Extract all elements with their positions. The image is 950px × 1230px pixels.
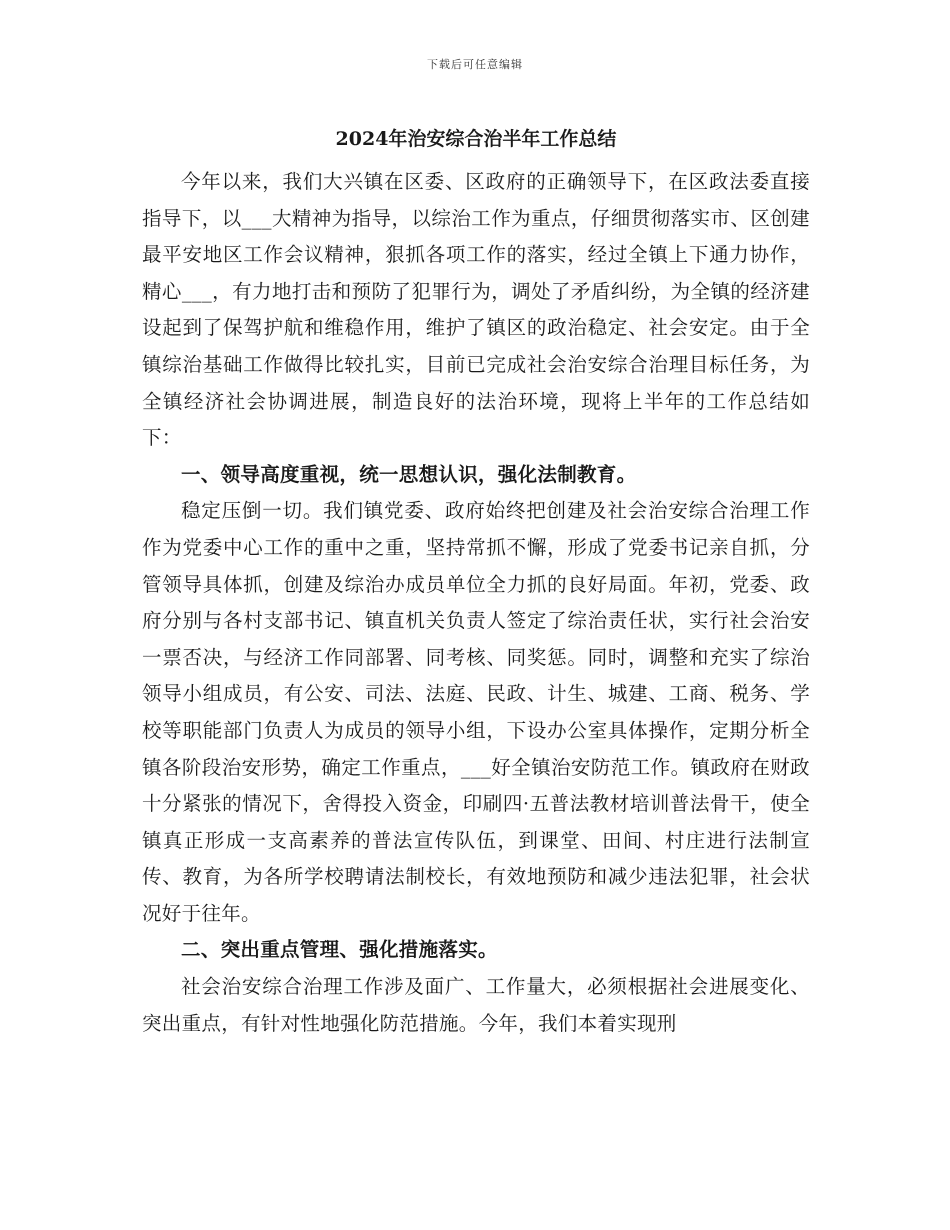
section-1-paragraph: 稳定压倒一切。我们镇党委、政府始终把创建及社会治安综合治理工作作为党委中心工作的重中之重，坚持常抓不懈，形成了党委书记亲自抓，分管领导具体抓，创建及综治办成员单位全力抓的良好局面。年初，党委、政府分别与各村支部书记、镇直机关负责人签定了综治责任状，实行社会治安一票否决，与经济工作同部署、同考核、同奖惩。同时，调整和充实了综治领导小组成员，有公安、司法、法庭、民政、计生、城建、工商、税务、学校等职能部门负责人为成员的领导小组，下设办公室具体操作，定期分析全镇各阶段治安形势，确定工作重点，___好全镇治安防范工作。镇政府在财政十分紧张的情况下，舍得投入资金，印刷四·五普法教材培训普法骨干，使全镇真正形成一支高素养的普法宣传队伍，到课堂、田间、村庄进行法制宣传、教育，为各所学校聘请法制校长，有效地预防和减少违法犯罪，社会状况好于往年。	[142, 499, 810, 925]
intro-paragraph: 今年以来，我们大兴镇在区委、区政府的正确领导下，在区政法委直接指导下，以___大精神为指导，以综治工作为重点，仔细贯彻落实市、区创建最平安地区工作会议精神，狠抓各项工作的落实，经过全镇上下通力协作，精心___，有力地打击和预防了犯罪行为，调处了矛盾纠纷，为全镇的经济建设起到了保驾护航和维稳作用，维护了镇区的政治稳定、社会安定。由于全镇综治基础工作做得比较扎实，目前已完成社会治安综合治理目标任务，为全镇经济社会协调进展，制造良好的法治环境，现将上半年的工作总结如下：	[142, 170, 810, 450]
page-header: 下载后可任意编辑	[427, 58, 523, 71]
document-title: 2024年治安综合治半年工作总结	[335, 128, 617, 150]
section-2-heading: 二、突出重点管理、强化措施落实。	[181, 938, 498, 962]
section-1-heading: 一、领导高度重视，统一思想认识，强化法制教育。	[181, 462, 637, 486]
document-body	[142, 120, 810, 1042]
section-2-paragraph: 社会治安综合治理工作涉及面广、工作量大，必须根据社会进展变化、突出重点，有针对性地强化防范措施。今年，我们本着实现刑	[142, 975, 810, 1035]
